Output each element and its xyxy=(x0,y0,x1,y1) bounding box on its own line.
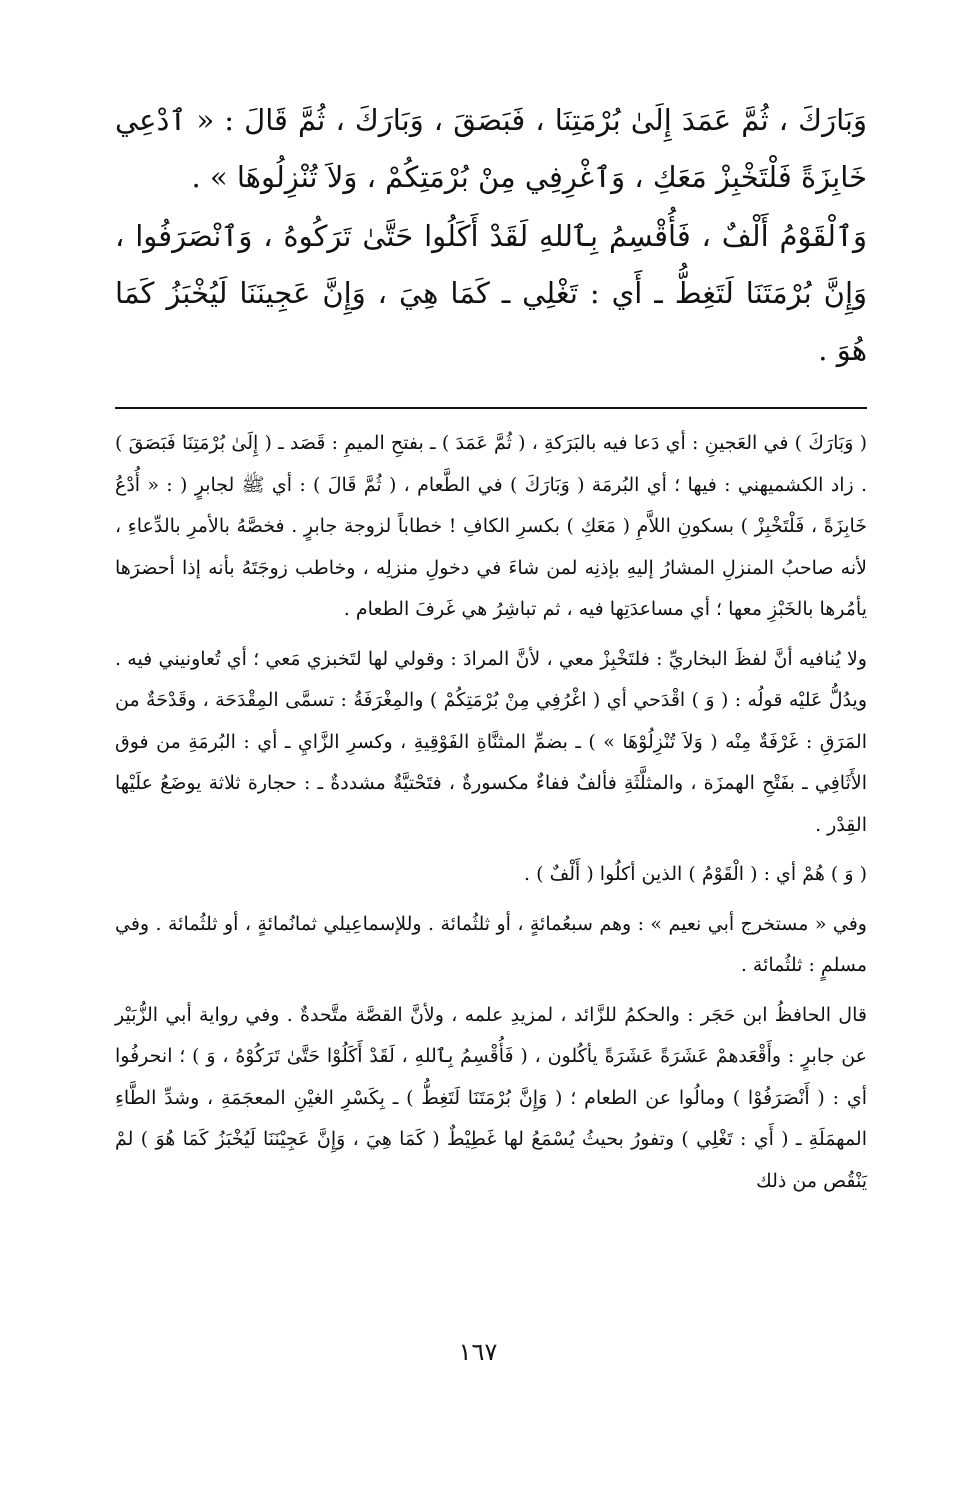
commentary-paragraph: ( وَ ) هُمْ أي : ( الْقَوْمُ ) الذين أكلُوا ( أَلْفٌ ) . xyxy=(524,863,867,885)
commentary-paragraph: ( وَبَارَكَ ) في العَجينِ : أي دَعا فيه بالبَرَكةِ ، ( ثُمَّ عَمَدَ ) ـ بفتحِ الميمِ : قَصَد ـ ( إِلَىٰ بُرْمَتِنَا فَبَصَقَ ) . زاد الكشميهني : فيها ؛ أي البُرمَة ( وَبَارَكَ ) في الطَّعام ، ( ثُمَّ قَالَ ) : أي ﷺ لجابرٍ ( : « أُدْعُ خَابِزَةً ، فَلْتَخْبِزْ ) بسكونِ اللاَّمِ ( مَعَكِ ) بكسرِ الكافِ ! خطاباً لزوجة جابرٍ . فخصَّهُ بالأمرِ بالدِّعاءِ ، لأنه صاحبُ المنزلِ المشارُ إليهِ بإذنِه لمن شاءَ في دخولِ منزلِه ، وخاطب زوجَتَهُ بأنه إذا أحضرَها يأمُرها بالخَبْزِ معها ؛ أي مساعدَتِها فيه ، ثم تباشِرُ هي غَرفَ الطعام . xyxy=(115,432,867,620)
page-number: ١٦٧ xyxy=(458,1338,498,1366)
book-page xyxy=(115,92,867,1392)
main-paragraph: وَبَارَكَ ، ثُمَّ عَمَدَ إِلَىٰ بُرْمَتِنَا ، فَبَصَقَ ، وَبَارَكَ ، ثُمَّ قَالَ : « ٱدْعِي خَابِزَةً فَلْتَخْبِزْ مَعَكِ ، وَٱغْرِفِي مِنْ بُرْمَتِكُمْ ، وَلاَ تُنْزِلُوهَا » . xyxy=(115,103,867,194)
main-text xyxy=(115,92,867,379)
footnote-separator xyxy=(115,407,867,409)
commentary-paragraph: وفي « مستخرج أبي نعيم » : وهم سبعُمائةٍ ، أو ثلثُمائة . وللإسماعِيلي ثمانُمائةٍ ، أو ثلثُمائة . وفي مسلمٍ : ثلثُمائة . xyxy=(115,912,867,976)
commentary-paragraph: قال الحافظُ ابن حَجَر : والحكمُ للزَّائد ، لمزيدِ علمه ، ولأنَّ القصَّة متَّحدةٌ . وفي رواية أبي الزُّبَيْر عن جابرٍ : وأَقْعَدهمْ عَشَرَةً عَشَرَةً يأكُلون ، ( فَأُقْسِمُ بِٱللهِ ، لَقَدْ أَكَلُوْا حَتَّىٰ تَرَكُوْهُ ، وَ ) ؛ انحرفُوا أي : ( أَنْصَرَفُوْا ) ومالُوا عن الطعام ؛ ( وَإِنَّ بُرْمَتَنَا لَتَغِطُّ ) ـ بِكَسْرِ الغيْنِ المعجَمَةِ ، وشدِّ الطَّاءِ المهمَلَةِ ـ ( أَي : تَغْلِي ) وتفورُ بحيثُ يُسْمَعُ لها غَطِيْطٌ ( كَمَا هِيَ ، وَإِنَّ عَجِيْنَنَا لَيُخْبَزُ كَمَا هُوَ ) لمْ يَنْقُص من ذلك xyxy=(115,1003,867,1192)
commentary xyxy=(115,423,867,1202)
commentary-paragraph: ولا يُنافيه أنَّ لفظَ البخاريِّ : فلتَخْبِزْ معي ، لأنَّ المرادَ : وقولي لها لتَخبزي مَعي ؛ أي تُعاونيني فيه . ويدُلُّ عَليْه قولُه : ( وَ ) اقْدَحي أي ( اغْرُفِي مِنْ بُرْمَتِكُمْ ) والمِغْرَفَةُ : تسمَّى المِقْدَحَة ، وقَدْحَةٌ من المَرَقِ : غَرْفَةٌ مِنْه ( وَلاَ تُنْزِلُوْهَا » ) ـ بضمِّ المثنَّاةِ الفَوْقِيةِ ، وكسرِ الزَّايِ ـ أي : البُرمَةِ من فوق الأَثَافِي ـ بفَتْحِ الهمزَة ، والمثلَّثَةِ فألفٌ ففاءٌ مكسورةٌ ، فتَحْتيَّةٌ مشددةٌ ـ : حجارة ثلاثة يوضَعُ علَيْها القِدْر . xyxy=(115,647,867,836)
main-paragraph: وَٱلْقَوْمُ أَلْفٌ ، فَأُقْسِمُ بِٱللهِ لَقَدْ أَكَلُوا حَتَّىٰ تَرَكُوهُ ، وَٱنْصَرَفُوا ، وَإِنَّ بُرْمَتَنَا لَتَغِطُّ ـ أَي : تَغْلِي ـ كَمَا هِيَ ، وَإِنَّ عَجِينَنَا لَيُخْبَزُ كَمَا هُوَ . xyxy=(115,219,867,367)
